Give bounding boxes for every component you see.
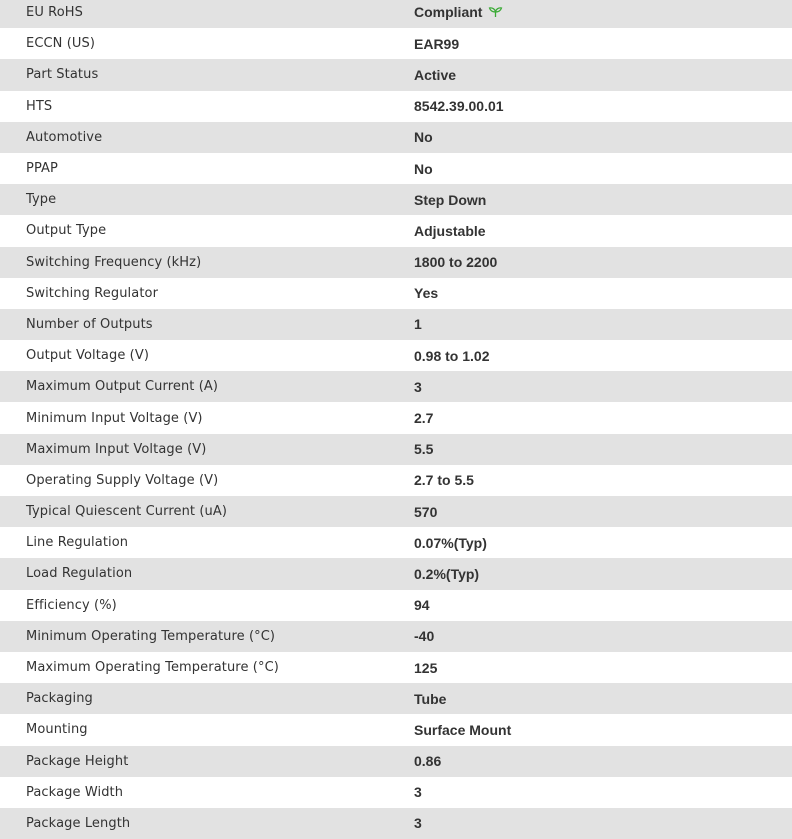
spec-label: Part Status [26,67,99,83]
spec-value: 0.98 to 1.02 [414,347,490,364]
spec-value-cell [414,527,792,558]
spec-row [0,746,792,777]
spec-row [0,590,792,621]
spec-row [0,0,792,28]
spec-row [0,91,792,122]
spec-value-cell [414,122,792,153]
spec-row [0,434,792,465]
spec-label: Packaging [26,691,93,707]
spec-value-cell [414,153,792,184]
spec-label: Minimum Operating Temperature (°C) [26,628,276,644]
spec-value: Surface Mount [414,721,512,738]
spec-value: 2.7 to 5.5 [414,472,474,489]
spec-row [0,777,792,808]
spec-label: Maximum Output Current (A) [26,379,219,395]
spec-row [0,340,792,371]
spec-value: No [414,160,433,177]
spec-value: Adjustable [414,222,486,239]
spec-value: Active [414,66,457,83]
spec-value: 0.07%(Typ) [414,534,487,551]
spec-row [0,402,792,433]
spec-value: Step Down [414,191,487,208]
spec-label: Mounting [26,722,88,738]
leaf-icon [488,5,503,21]
spec-label: Package Width [26,784,124,800]
spec-value-cell [414,746,792,777]
spec-row [0,278,792,309]
spec-row [0,184,792,215]
spec-value-cell [414,683,792,714]
spec-row [0,621,792,652]
spec-value-cell [414,184,792,215]
spec-value: 2.7 [414,410,434,427]
spec-value: Tube [414,690,447,707]
spec-row [0,683,792,714]
spec-label: HTS [26,98,53,114]
spec-value-cell [414,714,792,745]
spec-value: 8542.39.00.01 [414,98,504,115]
spec-value: 3 [414,784,422,801]
spec-value: No [414,129,433,146]
spec-value-cell [414,28,792,59]
spec-value-cell [414,91,792,122]
spec-row [0,652,792,683]
spec-label: EU RoHS [26,5,83,21]
spec-row [0,215,792,246]
spec-label: Switching Regulator [26,285,159,301]
spec-value-cell [414,590,792,621]
spec-label: Package Height [26,753,129,769]
spec-value: 3 [414,815,422,832]
spec-value-cell [414,0,792,28]
spec-value: 1 [414,316,422,333]
spec-value-cell [414,247,792,278]
spec-row [0,714,792,745]
spec-value-cell [414,465,792,496]
spec-row [0,122,792,153]
spec-value-cell [414,309,792,340]
spec-row [0,309,792,340]
spec-label: Line Regulation [26,535,129,551]
spec-label: Efficiency (%) [26,597,117,613]
spec-value: 94 [414,597,430,614]
spec-value-cell [414,434,792,465]
spec-row [0,247,792,278]
spec-label: Type [26,192,57,208]
spec-value: 0.86 [414,753,442,770]
spec-value: 3 [414,378,422,395]
spec-value-cell [414,777,792,808]
spec-value-cell [414,402,792,433]
spec-label: Operating Supply Voltage (V) [26,472,219,488]
spec-row [0,527,792,558]
spec-row [0,808,792,839]
spec-label: Switching Frequency (kHz) [26,254,202,270]
spec-value: 5.5 [414,441,434,458]
spec-label: Typical Quiescent Current (uA) [26,504,228,520]
spec-label: Output Type [26,223,107,239]
spec-row [0,558,792,589]
spec-label: Number of Outputs [26,316,153,332]
spec-value-cell [414,496,792,527]
spec-value-cell [414,621,792,652]
spec-value: Yes [414,285,439,302]
spec-label: Maximum Operating Temperature (°C) [26,660,279,676]
spec-value: 125 [414,659,438,676]
spec-label: Load Regulation [26,566,133,582]
spec-value-cell [414,278,792,309]
spec-row [0,371,792,402]
spec-value-cell [414,652,792,683]
spec-label: Maximum Input Voltage (V) [26,441,207,457]
spec-value-cell [414,558,792,589]
spec-value-cell [414,808,792,839]
spec-value-cell [414,371,792,402]
spec-label: Automotive [26,129,103,145]
spec-label: Output Voltage (V) [26,348,150,364]
spec-label: PPAP [26,161,58,177]
spec-row [0,59,792,90]
spec-row [0,28,792,59]
spec-value-cell [414,340,792,371]
spec-row [0,465,792,496]
spec-value-cell [414,215,792,246]
spec-row [0,496,792,527]
spec-row [0,153,792,184]
spec-value: Compliant [414,4,483,21]
spec-value-cell [414,59,792,90]
spec-label: ECCN (US) [26,36,96,52]
spec-value: 570 [414,503,438,520]
spec-value: 0.2%(Typ) [414,565,480,582]
spec-label: Minimum Input Voltage (V) [26,410,203,426]
spec-label: Package Length [26,815,131,831]
spec-value: EAR99 [414,35,460,52]
spec-value: -40 [414,628,435,645]
spec-value: 1800 to 2200 [414,254,498,271]
